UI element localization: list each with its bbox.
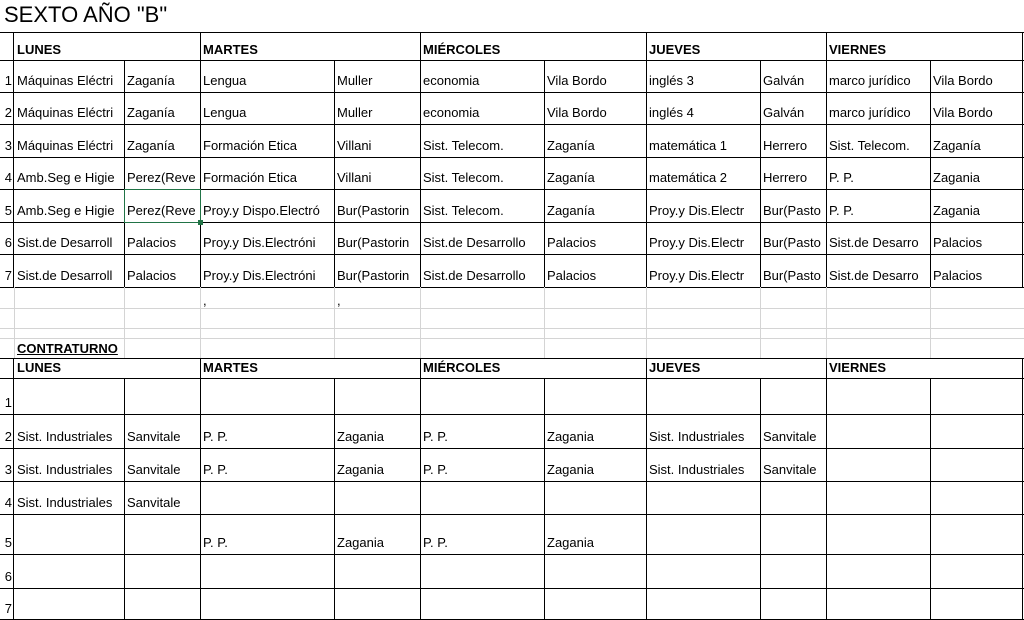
schedule-cell[interactable] <box>334 378 420 414</box>
schedule-cell[interactable] <box>544 588 646 620</box>
schedule-cell[interactable]: P. P. <box>829 203 854 218</box>
schedule-cell[interactable]: P. P. <box>203 429 228 444</box>
schedule-cell[interactable] <box>420 481 544 514</box>
schedule-cell[interactable] <box>420 588 544 620</box>
grid-line <box>420 287 421 358</box>
schedule-cell[interactable] <box>826 378 930 414</box>
grid-line <box>0 328 1024 329</box>
row-number[interactable]: 4 <box>4 170 12 185</box>
schedule-cell[interactable]: Bur(Pastorin <box>337 235 410 250</box>
schedule-cell[interactable]: Sist. Industriales <box>649 429 745 444</box>
schedule-cell[interactable]: Zagania <box>547 535 594 550</box>
schedule-cell[interactable] <box>124 378 200 414</box>
grid-line <box>1022 358 1023 620</box>
schedule-cell[interactable]: Vila Bordo <box>933 105 993 120</box>
schedule-cell[interactable] <box>826 481 930 514</box>
grid-line <box>760 287 761 358</box>
schedule-cell[interactable] <box>14 588 124 620</box>
schedule-cell[interactable]: Muller <box>337 105 373 120</box>
schedule-cell[interactable] <box>826 514 930 554</box>
schedule-cell[interactable] <box>930 554 1022 588</box>
grid-line <box>0 308 1024 309</box>
schedule-cell[interactable]: P. P. <box>829 170 854 185</box>
grid-line <box>1022 32 1023 287</box>
schedule-cell[interactable]: Lengua <box>203 73 247 88</box>
schedule-cell[interactable] <box>124 588 200 620</box>
schedule-cell[interactable]: Proy.y Dis.Electr <box>649 268 745 283</box>
schedule-cell[interactable]: Villani <box>337 170 372 185</box>
schedule-cell[interactable]: inglés 3 <box>649 73 694 88</box>
schedule-cell[interactable]: Sist.de Desarroll <box>17 268 113 283</box>
schedule-cell[interactable] <box>334 588 420 620</box>
schedule-cell[interactable]: Sist. Telecom. <box>423 138 504 153</box>
schedule-cell[interactable]: Proy.y Dispo.Electró <box>203 203 320 218</box>
schedule-cell[interactable]: Zaganía <box>547 203 595 218</box>
schedule-cell[interactable]: Palacios <box>933 235 983 250</box>
row-number[interactable]: 7 <box>4 601 12 616</box>
day-header-4[interactable]: VIERNES <box>829 42 887 57</box>
stray-mark[interactable]: , <box>203 293 207 308</box>
row-number[interactable]: 3 <box>4 462 12 477</box>
schedule-cell[interactable] <box>544 378 646 414</box>
schedule-cell[interactable] <box>14 554 124 588</box>
row-number[interactable]: 6 <box>4 569 12 584</box>
schedule-cell[interactable]: Sist.de Desarro <box>829 235 919 250</box>
schedule-cell[interactable]: Zaganía <box>127 73 175 88</box>
schedule-cell[interactable]: Vila Bordo <box>547 73 607 88</box>
schedule-cell[interactable]: Palacios <box>547 268 597 283</box>
schedule-cell[interactable]: matemática 1 <box>649 138 728 153</box>
schedule-cell[interactable] <box>826 588 930 620</box>
schedule-cell[interactable]: Palacios <box>547 235 597 250</box>
schedule-cell[interactable]: Sist.de Desarrollo <box>423 268 526 283</box>
schedule-cell[interactable]: Zagania <box>337 462 384 477</box>
schedule-cell[interactable]: Proy.y Dis.Electróni <box>203 235 316 250</box>
day-header-1[interactable]: MARTES <box>203 42 258 57</box>
schedule-cell[interactable]: Máquinas Eléctri <box>17 73 114 88</box>
schedule-cell[interactable]: Zaganía <box>933 138 981 153</box>
schedule-cell[interactable]: Zagania <box>337 429 384 444</box>
row-number[interactable]: 5 <box>4 535 12 550</box>
row-number[interactable]: 1 <box>4 395 12 410</box>
day-header-2[interactable]: MIÉRCOLES <box>423 42 501 57</box>
schedule-cell[interactable]: Sist.de Desarrollo <box>423 235 526 250</box>
schedule-cell[interactable]: P. P. <box>203 462 228 477</box>
schedule-cell[interactable]: Bur(Pasto <box>763 203 821 218</box>
schedule-cell[interactable]: Zaganía <box>547 138 595 153</box>
schedule-cell[interactable]: P. P. <box>423 429 448 444</box>
schedule-cell[interactable]: Zagania <box>547 429 594 444</box>
schedule-cell[interactable]: Máquinas Eléctri <box>17 138 114 153</box>
sheet-title[interactable]: SEXTO AÑO "B" <box>4 2 168 27</box>
row-number[interactable]: 2 <box>4 429 12 444</box>
row-number[interactable]: 7 <box>4 268 12 283</box>
schedule-cell[interactable] <box>646 514 760 554</box>
schedule-cell[interactable] <box>826 448 930 481</box>
schedule-cell[interactable]: Zagania <box>337 535 384 550</box>
schedule-cell[interactable]: Formación Etica <box>203 138 297 153</box>
schedule-cell[interactable]: Sanvitale <box>763 429 817 444</box>
schedule-cell[interactable] <box>646 481 760 514</box>
schedule-cell[interactable]: Herrero <box>763 170 808 185</box>
schedule-cell[interactable]: Zagania <box>933 170 980 185</box>
schedule-cell[interactable] <box>334 481 420 514</box>
schedule-cell[interactable]: matemática 2 <box>649 170 728 185</box>
schedule-cell[interactable]: Villani <box>337 138 372 153</box>
schedule-cell[interactable]: Lengua <box>203 105 247 120</box>
schedule-cell[interactable] <box>420 378 544 414</box>
grid-line <box>646 287 647 358</box>
schedule-cell[interactable] <box>124 554 200 588</box>
schedule-cell[interactable] <box>760 554 826 588</box>
schedule-cell[interactable] <box>420 554 544 588</box>
contraturno-day-header-1[interactable]: MARTES <box>203 360 258 375</box>
schedule-cell[interactable] <box>544 554 646 588</box>
schedule-cell[interactable] <box>760 588 826 620</box>
schedule-cell[interactable]: Proy.y Dis.Electr <box>649 203 745 218</box>
schedule-cell[interactable] <box>930 414 1022 448</box>
schedule-cell[interactable] <box>200 378 334 414</box>
schedule-cell[interactable]: P. P. <box>203 535 228 550</box>
schedule-cell[interactable]: Zaganía <box>127 105 175 120</box>
schedule-cell[interactable] <box>200 481 334 514</box>
grid-line <box>930 287 931 358</box>
schedule-cell[interactable]: Galván <box>763 105 805 120</box>
schedule-cell[interactable]: Herrero <box>763 138 808 153</box>
schedule-cell[interactable] <box>200 554 334 588</box>
contraturno-day-header-4[interactable]: VIERNES <box>829 360 887 375</box>
schedule-cell[interactable]: Zagania <box>547 462 594 477</box>
schedule-cell[interactable] <box>124 514 200 554</box>
schedule-cell[interactable]: Sist. Industriales <box>17 429 113 444</box>
schedule-cell[interactable] <box>760 378 826 414</box>
row-number[interactable]: 3 <box>4 138 12 153</box>
schedule-cell[interactable]: Sanvitale <box>127 462 181 477</box>
schedule-cell[interactable]: Proy.y Dis.Electróni <box>203 268 316 283</box>
schedule-cell[interactable]: Perez(Reve <box>127 170 196 185</box>
schedule-cell[interactable]: Proy.y Dis.Electr <box>649 235 745 250</box>
schedule-cell[interactable] <box>826 414 930 448</box>
schedule-cell[interactable]: economia <box>423 105 480 120</box>
schedule-cell[interactable]: Máquinas Eléctri <box>17 105 114 120</box>
schedule-cell[interactable]: P. P. <box>423 535 448 550</box>
schedule-cell[interactable]: Zagania <box>933 203 980 218</box>
grid-line <box>544 287 545 358</box>
schedule-cell[interactable]: Palacios <box>933 268 983 283</box>
row-number[interactable]: 1 <box>4 73 12 88</box>
contraturno-day-header-2[interactable]: MIÉRCOLES <box>423 360 501 375</box>
row-number[interactable]: 2 <box>4 105 12 120</box>
schedule-cell[interactable]: Bur(Pasto <box>763 268 821 283</box>
schedule-cell[interactable]: Sist.de Desarroll <box>17 235 113 250</box>
schedule-cell[interactable] <box>930 448 1022 481</box>
schedule-cell[interactable]: Formación Etica <box>203 170 297 185</box>
schedule-cell[interactable] <box>930 588 1022 620</box>
schedule-cell[interactable]: Amb.Seg e Higie <box>17 203 115 218</box>
row-number[interactable]: 4 <box>4 495 12 510</box>
contraturno-label[interactable]: CONTRATURNO <box>17 341 118 356</box>
schedule-cell[interactable]: Muller <box>337 73 373 88</box>
schedule-cell[interactable] <box>646 378 760 414</box>
schedule-cell[interactable]: marco jurídico <box>829 105 911 120</box>
schedule-cell[interactable]: Bur(Pasto <box>763 235 821 250</box>
schedule-cell[interactable]: marco jurídico <box>829 73 911 88</box>
grid-line <box>826 287 827 358</box>
schedule-cell[interactable]: Amb.Seg e Higie <box>17 170 115 185</box>
schedule-cell[interactable]: Sist. Telecom. <box>423 170 504 185</box>
schedule-cell[interactable] <box>760 481 826 514</box>
schedule-cell[interactable]: Sanvitale <box>763 462 817 477</box>
contraturno-day-header-3[interactable]: JUEVES <box>649 360 701 375</box>
selected-cell-outline <box>124 189 201 223</box>
schedule-cell[interactable] <box>826 554 930 588</box>
day-header-3[interactable]: JUEVES <box>649 42 701 57</box>
schedule-cell[interactable] <box>14 514 124 554</box>
schedule-cell[interactable] <box>930 514 1022 554</box>
schedule-cell[interactable] <box>544 481 646 514</box>
schedule-cell[interactable] <box>200 588 334 620</box>
schedule-cell[interactable]: Sist. Telecom. <box>423 203 504 218</box>
schedule-cell[interactable]: Galván <box>763 73 805 88</box>
schedule-cell[interactable]: Sist. Industriales <box>17 495 113 510</box>
schedule-cell[interactable]: Palacios <box>127 235 177 250</box>
schedule-cell[interactable]: Zaganía <box>127 138 175 153</box>
schedule-cell[interactable]: Sist. Industriales <box>649 462 745 477</box>
fill-handle[interactable] <box>198 220 203 225</box>
schedule-cell[interactable]: Bur(Pastorin <box>337 203 410 218</box>
schedule-cell[interactable] <box>760 514 826 554</box>
schedule-cell[interactable]: Perez(Reve <box>127 203 196 218</box>
day-header-0[interactable]: LUNES <box>17 42 62 57</box>
schedule-cell[interactable] <box>930 481 1022 514</box>
schedule-cell[interactable] <box>646 554 760 588</box>
schedule-cell[interactable] <box>334 554 420 588</box>
schedule-cell[interactable]: Sanvitale <box>127 495 181 510</box>
contraturno-day-header-0[interactable]: LUNES <box>17 360 62 375</box>
schedule-cell[interactable] <box>14 378 124 414</box>
schedule-cell[interactable]: Sist.de Desarro <box>829 268 919 283</box>
row-number[interactable]: 5 <box>4 203 12 218</box>
schedule-cell[interactable]: P. P. <box>423 462 448 477</box>
grid-line <box>0 287 1024 288</box>
schedule-cell[interactable] <box>646 588 760 620</box>
row-number[interactable]: 6 <box>4 235 12 250</box>
schedule-cell[interactable]: Sist. Telecom. <box>829 138 910 153</box>
schedule-cell[interactable]: Palacios <box>127 268 177 283</box>
schedule-cell[interactable]: Vila Bordo <box>933 73 993 88</box>
schedule-cell[interactable]: Zaganía <box>547 170 595 185</box>
schedule-cell[interactable] <box>930 378 1022 414</box>
schedule-cell[interactable]: economia <box>423 73 480 88</box>
schedule-cell[interactable]: Vila Bordo <box>547 105 607 120</box>
schedule-cell[interactable]: Sanvitale <box>127 429 181 444</box>
schedule-cell[interactable]: Bur(Pastorin <box>337 268 410 283</box>
schedule-cell[interactable]: inglés 4 <box>649 105 694 120</box>
stray-mark[interactable]: , <box>337 293 341 308</box>
schedule-cell[interactable]: Sist. Industriales <box>17 462 113 477</box>
